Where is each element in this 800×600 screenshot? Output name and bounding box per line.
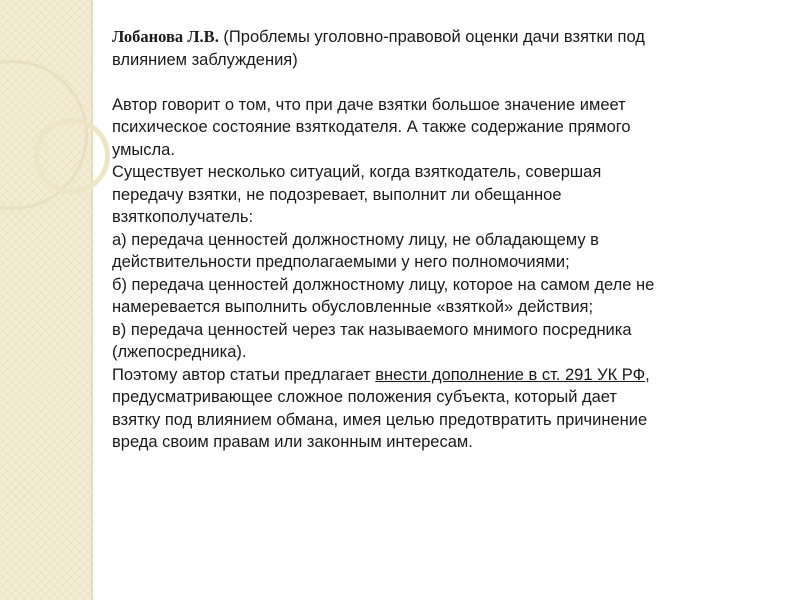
body-line: умысла. [112, 140, 175, 159]
decorative-ring-small [34, 118, 110, 194]
list-item-a-line-1: а) передача ценностей должностному лицу, не обладающему в [112, 230, 599, 249]
list-item-b-line-2: намеревается выполнить обусловленные «взяткой» действия; [112, 298, 594, 316]
body-line [112, 71, 782, 94]
article-title-part-2: влиянием заблуждения) [112, 50, 298, 69]
article-title-part-1: (Проблемы уголовно-правовой оценки дачи взятки под [218, 28, 645, 46]
body-line: передачу взятки, не подозревает, выполнит ли обещанное [112, 185, 562, 204]
closing-line: взятку под влиянием обмана, имея целью предотвратить причинение [112, 410, 648, 429]
list-item-b-line-1: б) передача ценностей должностному лицу, которое на самом деле не [112, 275, 655, 294]
author-name: Лобанова Л.В. [112, 27, 219, 46]
decorative-side-panel [0, 0, 93, 600]
closing-line: вреда своим правам или законным интересам. [112, 433, 473, 451]
proposal-prefix: Поэтому автор статьи предлагает [112, 365, 376, 384]
proposal-link[interactable]: внести дополнение в ст. 291 УК РФ [375, 365, 646, 384]
list-item-c-line-2: (лжепосредника). [112, 343, 247, 361]
body-line: взяткополучатель: [112, 208, 254, 226]
list-item-c-line-1: в) передача ценностей через так называемого мнимого посредника [112, 320, 632, 339]
proposal-line [112, 364, 782, 387]
closing-line: предусматривающее сложное положения субъекта, который дает [112, 388, 617, 406]
body-line: Существует несколько ситуаций, когда взяткодатель, совершая [112, 163, 602, 181]
body-line: Автор говорит о том, что при даче взятки большое значение имеет [112, 95, 626, 114]
proposal-suffix: , [645, 365, 650, 384]
body-line: психическое состояние взяткодателя. А также содержание прямого [112, 118, 631, 136]
list-item-a-line-2: действительности предполагаемыми у него полномочиями; [112, 253, 570, 271]
heading-line-1 [112, 26, 782, 49]
slide-text [112, 26, 782, 454]
